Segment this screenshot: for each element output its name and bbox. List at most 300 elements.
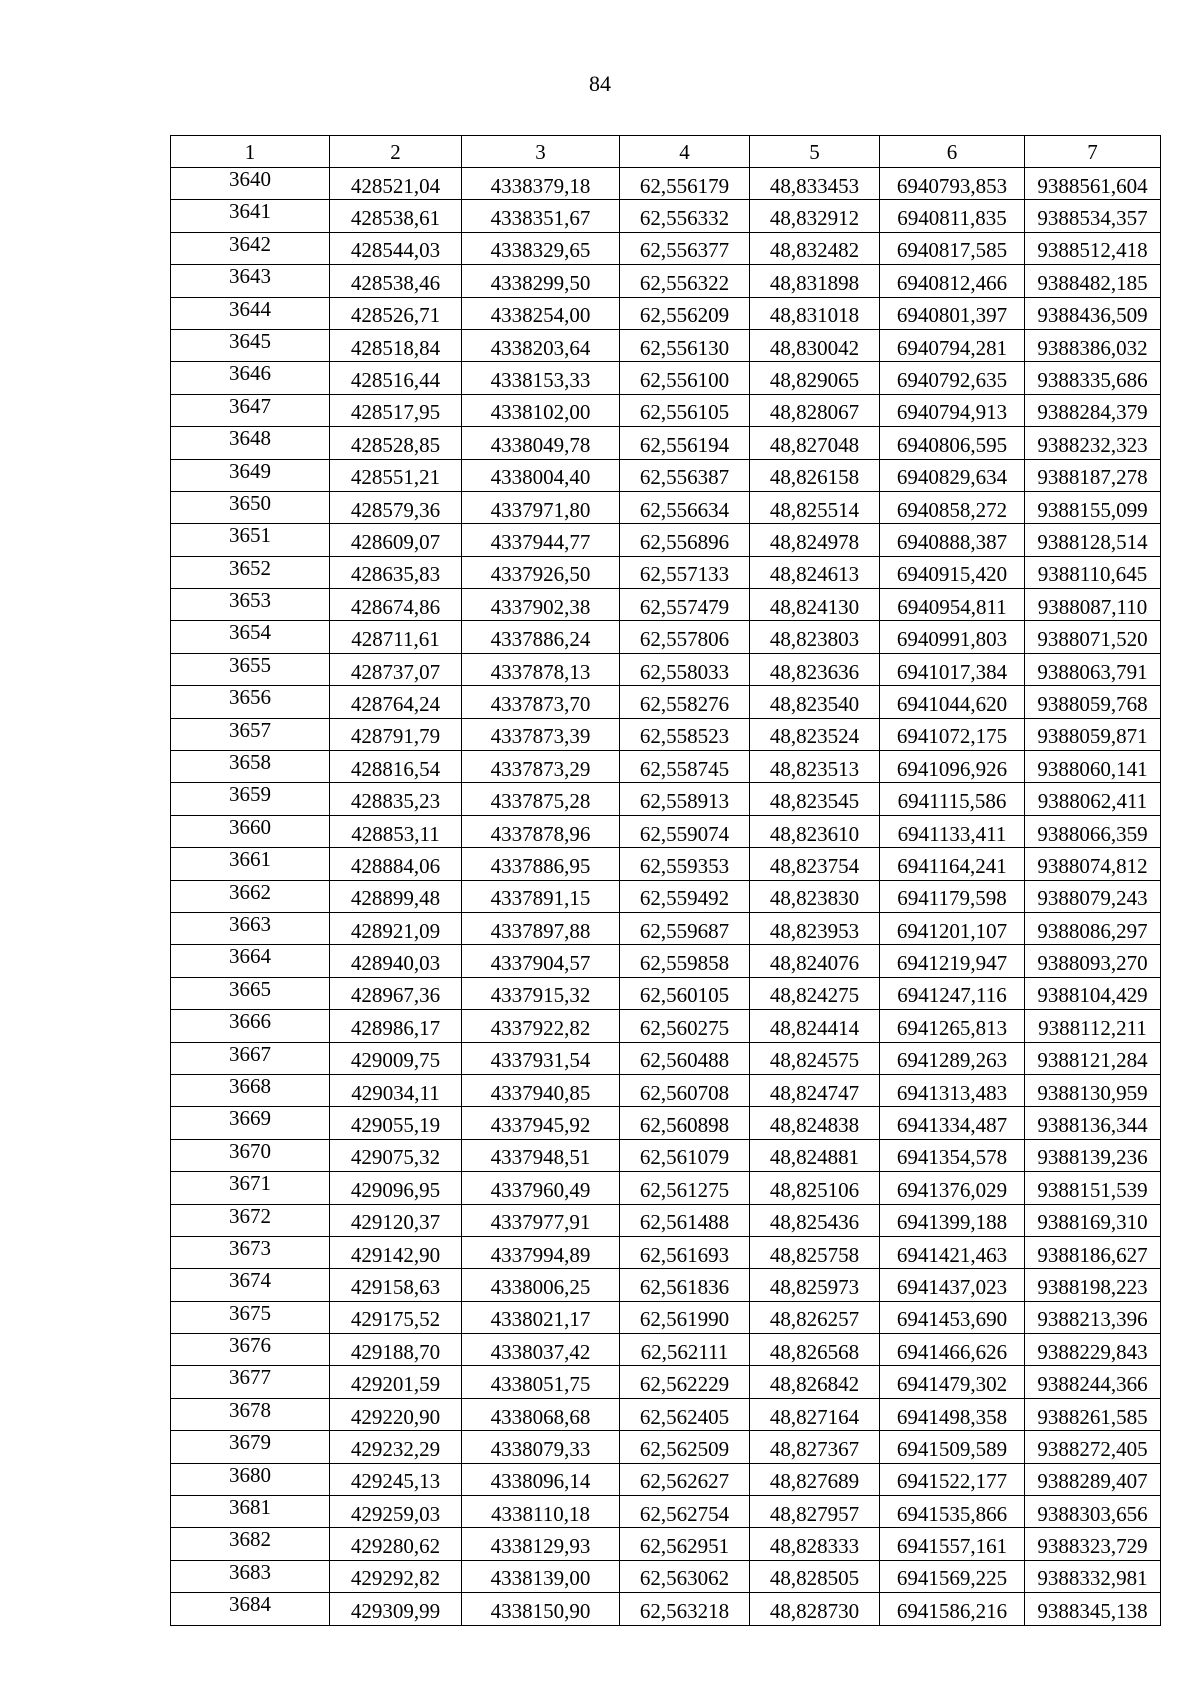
cell-text: 48,823545 (769, 789, 860, 814)
cell-text: 48,831018 (769, 303, 860, 328)
table-cell (750, 394, 880, 426)
cell-text: 3662 (229, 879, 271, 904)
cell-text: 428986,17 (350, 1015, 441, 1040)
cell-text: 48,825973 (769, 1274, 860, 1299)
table-row (171, 1042, 1161, 1074)
table-row (171, 1204, 1161, 1236)
table-cell (330, 1593, 462, 1625)
table-cell (620, 945, 750, 977)
table-cell (330, 168, 462, 200)
table-row (171, 232, 1161, 264)
cell-text: 6940806,595 (896, 432, 1008, 457)
table-cell (750, 1560, 880, 1592)
cell-text: 6941522,177 (896, 1469, 1008, 1494)
cell-text: 9388323,729 (1037, 1534, 1148, 1559)
cell-text: 428551,21 (350, 465, 441, 490)
table-cell (620, 686, 750, 718)
point-id-cell (171, 200, 330, 232)
table-cell (620, 200, 750, 232)
coordinates-table (170, 135, 1161, 1626)
cell-text: 4337891,15 (490, 886, 591, 911)
cell-text: 48,824881 (769, 1145, 860, 1170)
cell-text: 62,560275 (639, 1015, 730, 1040)
cell-text: 4337878,96 (490, 821, 591, 846)
table-cell (750, 168, 880, 200)
table-cell (620, 168, 750, 200)
cell-text: 48,828730 (769, 1598, 860, 1623)
table-cell (750, 653, 880, 685)
cell-text: 3669 (229, 1106, 271, 1131)
cell-text: 48,831898 (769, 270, 860, 295)
table-cell (462, 491, 620, 523)
cell-text: 9388074,812 (1037, 853, 1148, 878)
table-cell (1025, 880, 1161, 912)
cell-text: 428791,79 (350, 724, 441, 749)
table-cell (620, 1366, 750, 1398)
point-id-cell (171, 1398, 330, 1430)
table-cell (620, 1042, 750, 1074)
table-cell (1025, 589, 1161, 621)
table-cell (330, 556, 462, 588)
cell-text: 4337948,51 (490, 1145, 591, 1170)
table-cell (880, 1463, 1025, 1495)
table-cell (1025, 1204, 1161, 1236)
point-id-cell (171, 1560, 330, 1592)
point-id-cell (171, 362, 330, 394)
table-cell (880, 977, 1025, 1009)
table-cell (462, 459, 620, 491)
table-row (171, 945, 1161, 977)
cell-text: 3655 (229, 652, 271, 677)
table-row (171, 394, 1161, 426)
point-id-cell (171, 1042, 330, 1074)
cell-text: 9388303,656 (1037, 1501, 1148, 1526)
cell-text: 6940794,281 (896, 335, 1008, 360)
cell-text: 9388244,366 (1037, 1372, 1148, 1397)
table-cell (330, 880, 462, 912)
point-id-cell (171, 459, 330, 491)
table-cell (620, 232, 750, 264)
cell-text: 3641 (229, 199, 271, 224)
point-id-cell (171, 427, 330, 459)
table-cell (1025, 1107, 1161, 1139)
cell-text: 6941557,161 (896, 1534, 1008, 1559)
cell-text: 62,556896 (639, 529, 730, 554)
table-cell (750, 232, 880, 264)
cell-text: 48,828505 (769, 1566, 860, 1591)
table-cell (620, 1301, 750, 1333)
table-cell (880, 1560, 1025, 1592)
point-id-cell (171, 1334, 330, 1366)
point-id-cell (171, 1139, 330, 1171)
cell-text: 9388155,099 (1037, 497, 1148, 522)
table-cell (620, 1139, 750, 1171)
table-cell (750, 1010, 880, 1042)
cell-text: 4337875,28 (490, 789, 591, 814)
table-cell (462, 880, 620, 912)
cell-text: 62,563218 (639, 1598, 730, 1623)
table-cell (880, 945, 1025, 977)
cell-text: 62,561836 (639, 1274, 730, 1299)
cell-text: 6941437,023 (896, 1274, 1008, 1299)
table-cell (462, 848, 620, 880)
cell-text: 62,556105 (639, 400, 730, 425)
cell-text: 48,823610 (769, 821, 860, 846)
table-cell (750, 686, 880, 718)
table-row (171, 1269, 1161, 1301)
cell-text: 48,824575 (769, 1048, 860, 1073)
cell-text: 62,559687 (639, 918, 730, 943)
table-cell (462, 1204, 620, 1236)
cell-text: 9388345,138 (1037, 1598, 1148, 1623)
cell-text: 6941399,188 (896, 1210, 1008, 1235)
table-cell (330, 1139, 462, 1171)
table-cell (1025, 362, 1161, 394)
cell-text: 9388213,396 (1037, 1307, 1148, 1332)
cell-text: 3651 (229, 523, 271, 548)
cell-text: 3659 (229, 782, 271, 807)
table-cell (750, 1074, 880, 1106)
cell-text: 4338379,18 (490, 173, 591, 198)
table-cell (620, 459, 750, 491)
table-cell (462, 1593, 620, 1625)
table-cell (1025, 848, 1161, 880)
cell-text: 9388272,405 (1037, 1436, 1148, 1461)
table-row (171, 912, 1161, 944)
table-body (171, 168, 1161, 1626)
cell-text: 3670 (229, 1138, 271, 1163)
cell-text: 4338049,78 (490, 432, 591, 457)
table-cell (462, 265, 620, 297)
cell-text: 62,560898 (639, 1113, 730, 1138)
table-cell (462, 783, 620, 815)
cell-text: 62,556100 (639, 368, 730, 393)
table-cell (1025, 427, 1161, 459)
table-row (171, 491, 1161, 523)
point-id-cell (171, 1496, 330, 1528)
table-cell (462, 1528, 620, 1560)
table-cell (750, 491, 880, 523)
table-cell (1025, 1010, 1161, 1042)
point-id-cell (171, 751, 330, 783)
table-cell (330, 815, 462, 847)
point-id-cell (171, 653, 330, 685)
table-cell (462, 1463, 620, 1495)
table-cell (1025, 912, 1161, 944)
cell-text: 62,556179 (639, 173, 730, 198)
table-row (171, 1398, 1161, 1430)
table-cell (462, 589, 620, 621)
cell-text: 48,824978 (769, 529, 860, 554)
cell-text: 6941289,263 (896, 1048, 1008, 1073)
table-cell (880, 653, 1025, 685)
point-id-cell (171, 621, 330, 653)
point-id-cell (171, 1269, 330, 1301)
table-cell (880, 815, 1025, 847)
table-cell (330, 686, 462, 718)
table-cell (1025, 1172, 1161, 1204)
table-cell (1025, 1463, 1161, 1495)
cell-text: 4338329,65 (490, 238, 591, 263)
cell-text: 6940991,803 (896, 627, 1008, 652)
cell-text: 3656 (229, 685, 271, 710)
table-row (171, 815, 1161, 847)
cell-text: 429188,70 (350, 1339, 441, 1364)
table-row (171, 1107, 1161, 1139)
table-cell (330, 329, 462, 361)
table-cell (620, 362, 750, 394)
table-cell (462, 1398, 620, 1430)
cell-text: 3644 (229, 296, 271, 321)
cell-text: 428737,07 (350, 659, 441, 684)
cell-text: 3672 (229, 1203, 271, 1228)
cell-text: 48,829065 (769, 368, 860, 393)
table-cell (462, 168, 620, 200)
table-cell (1025, 329, 1161, 361)
cell-text: 4337904,57 (490, 951, 591, 976)
table-cell (330, 1010, 462, 1042)
table-cell (880, 783, 1025, 815)
table-cell (462, 718, 620, 750)
table-cell (330, 1366, 462, 1398)
cell-text: 9388112,211 (1038, 1015, 1147, 1040)
table-row (171, 329, 1161, 361)
cell-text: 428538,46 (350, 270, 441, 295)
table-cell (750, 718, 880, 750)
table-row (171, 1366, 1161, 1398)
cell-text: 6941354,578 (896, 1145, 1008, 1170)
table-row (171, 427, 1161, 459)
cell-text: 6941421,463 (896, 1242, 1008, 1267)
table-cell (750, 1398, 880, 1430)
table-cell (750, 1042, 880, 1074)
column-header: 6 (880, 136, 1025, 168)
table-cell (330, 265, 462, 297)
cell-text: 3681 (229, 1495, 271, 1520)
table-cell (620, 589, 750, 621)
cell-text: 428921,09 (350, 918, 441, 943)
table-cell (330, 912, 462, 944)
cell-text: 62,556322 (639, 270, 730, 295)
table-cell (1025, 1398, 1161, 1430)
cell-text: 6941133,411 (897, 821, 1007, 846)
table-cell (1025, 1139, 1161, 1171)
cell-text: 428853,11 (351, 821, 440, 846)
table-cell (750, 1366, 880, 1398)
cell-text: 6940793,853 (896, 173, 1008, 198)
table-cell (620, 1528, 750, 1560)
cell-text: 429096,95 (350, 1177, 441, 1202)
cell-text: 429259,03 (350, 1501, 441, 1526)
table-cell (620, 653, 750, 685)
table-cell (1025, 1269, 1161, 1301)
table-cell (750, 329, 880, 361)
point-id-cell (171, 815, 330, 847)
table-cell (750, 912, 880, 944)
table-cell (750, 1463, 880, 1495)
table-cell (330, 589, 462, 621)
table-row (171, 783, 1161, 815)
cell-text: 4337960,49 (490, 1177, 591, 1202)
table-cell (880, 265, 1025, 297)
cell-text: 48,824747 (769, 1080, 860, 1105)
cell-text: 4338153,33 (490, 368, 591, 393)
table-cell (330, 621, 462, 653)
table-cell (880, 1139, 1025, 1171)
column-header: 7 (1025, 136, 1161, 168)
cell-text: 4338021,17 (490, 1307, 591, 1332)
table-row (171, 589, 1161, 621)
point-id-cell (171, 1074, 330, 1106)
table-cell (620, 1560, 750, 1592)
table-cell (1025, 718, 1161, 750)
table-cell (1025, 783, 1161, 815)
cell-text: 48,824130 (769, 594, 860, 619)
table-cell (750, 1236, 880, 1268)
cell-text: 9388284,379 (1037, 400, 1148, 425)
table-cell (462, 427, 620, 459)
cell-text: 9388151,539 (1037, 1177, 1148, 1202)
table-cell (1025, 1042, 1161, 1074)
cell-text: 62,563062 (639, 1566, 730, 1591)
header-row (171, 136, 1161, 168)
cell-text: 6941017,384 (896, 659, 1008, 684)
table-cell (620, 491, 750, 523)
cell-text: 6941265,813 (896, 1015, 1008, 1040)
cell-text: 4337977,91 (490, 1210, 591, 1235)
cell-text: 62,556194 (639, 432, 730, 457)
cell-text: 429120,37 (350, 1210, 441, 1235)
table-cell (330, 1204, 462, 1236)
cell-text: 48,824275 (769, 983, 860, 1008)
table-cell (1025, 394, 1161, 426)
cell-text: 429280,62 (350, 1534, 441, 1559)
point-id-cell (171, 1431, 330, 1463)
cell-text: 62,560708 (639, 1080, 730, 1105)
table-cell (1025, 1593, 1161, 1625)
cell-text: 48,823524 (769, 724, 860, 749)
table-cell (330, 1496, 462, 1528)
table-cell (1025, 977, 1161, 1009)
table-row (171, 1528, 1161, 1560)
table-row (171, 1301, 1161, 1333)
cell-text: 62,556209 (639, 303, 730, 328)
point-id-cell (171, 1236, 330, 1268)
cell-text: 428528,85 (350, 432, 441, 457)
table-cell (750, 1139, 880, 1171)
cell-text: 3642 (229, 231, 271, 256)
cell-text: 4337922,82 (490, 1015, 591, 1040)
table-cell (462, 1301, 620, 1333)
table-cell (880, 491, 1025, 523)
table-cell (880, 1496, 1025, 1528)
table-cell (880, 589, 1025, 621)
cell-text: 6940829,634 (896, 465, 1008, 490)
cell-text: 428544,03 (350, 238, 441, 263)
table-cell (330, 1236, 462, 1268)
cell-text: 429034,11 (351, 1080, 440, 1105)
table-row (171, 848, 1161, 880)
column-header: 2 (330, 136, 462, 168)
table-cell (462, 1074, 620, 1106)
table-cell (1025, 1496, 1161, 1528)
cell-text: 3658 (229, 750, 271, 775)
cell-text: 62,561990 (639, 1307, 730, 1332)
table-cell (462, 912, 620, 944)
cell-text: 428518,84 (350, 335, 441, 360)
table-cell (880, 1236, 1025, 1268)
table-cell (1025, 265, 1161, 297)
cell-text: 9388169,310 (1037, 1210, 1148, 1235)
table-cell (880, 751, 1025, 783)
cell-text: 3668 (229, 1073, 271, 1098)
table-cell (1025, 686, 1161, 718)
table-cell (620, 1107, 750, 1139)
table-cell (620, 265, 750, 297)
table-cell (1025, 200, 1161, 232)
cell-text: 9388186,627 (1037, 1242, 1148, 1267)
cell-text: 3645 (229, 328, 271, 353)
cell-text: 48,824414 (769, 1015, 860, 1040)
cell-text: 4338051,75 (490, 1372, 591, 1397)
table-cell (330, 297, 462, 329)
cell-text: 6941247,116 (897, 983, 1007, 1008)
table-cell (620, 1463, 750, 1495)
cell-text: 6940801,397 (896, 303, 1008, 328)
point-id-cell (171, 394, 330, 426)
cell-text: 62,559353 (639, 853, 730, 878)
cell-text: 9388229,843 (1037, 1339, 1148, 1364)
table-row (171, 1172, 1161, 1204)
point-id-cell (171, 1593, 330, 1625)
cell-text: 9388130,959 (1037, 1080, 1148, 1105)
cell-text: 428538,61 (350, 206, 441, 231)
table-cell (750, 265, 880, 297)
cell-text: 428526,71 (350, 303, 441, 328)
cell-text: 4337940,85 (490, 1080, 591, 1105)
table-row (171, 1236, 1161, 1268)
table-cell (1025, 621, 1161, 653)
table-cell (880, 1528, 1025, 1560)
table-cell (880, 1269, 1025, 1301)
table-cell (880, 1334, 1025, 1366)
table-cell (330, 1074, 462, 1106)
table-cell (880, 1593, 1025, 1625)
cell-text: 4337944,77 (490, 529, 591, 554)
table-row (171, 653, 1161, 685)
cell-text: 6941376,029 (896, 1177, 1008, 1202)
table-cell (462, 686, 620, 718)
cell-text: 62,560105 (639, 983, 730, 1008)
cell-text: 3683 (229, 1559, 271, 1584)
cell-text: 9388482,185 (1037, 270, 1148, 295)
cell-text: 6940888,387 (896, 529, 1008, 554)
cell-text: 428635,83 (350, 562, 441, 587)
table-cell (620, 848, 750, 880)
cell-text: 4337878,13 (490, 659, 591, 684)
cell-text: 6941535,866 (896, 1501, 1008, 1526)
table-cell (330, 427, 462, 459)
cell-text: 62,556377 (639, 238, 730, 263)
cell-text: 4338102,00 (490, 400, 591, 425)
point-id-cell (171, 1366, 330, 1398)
table-cell (750, 1269, 880, 1301)
cell-text: 48,823513 (769, 756, 860, 781)
table-cell (330, 1269, 462, 1301)
cell-text: 9388062,411 (1037, 789, 1148, 814)
table-cell (620, 1269, 750, 1301)
table-cell (1025, 945, 1161, 977)
